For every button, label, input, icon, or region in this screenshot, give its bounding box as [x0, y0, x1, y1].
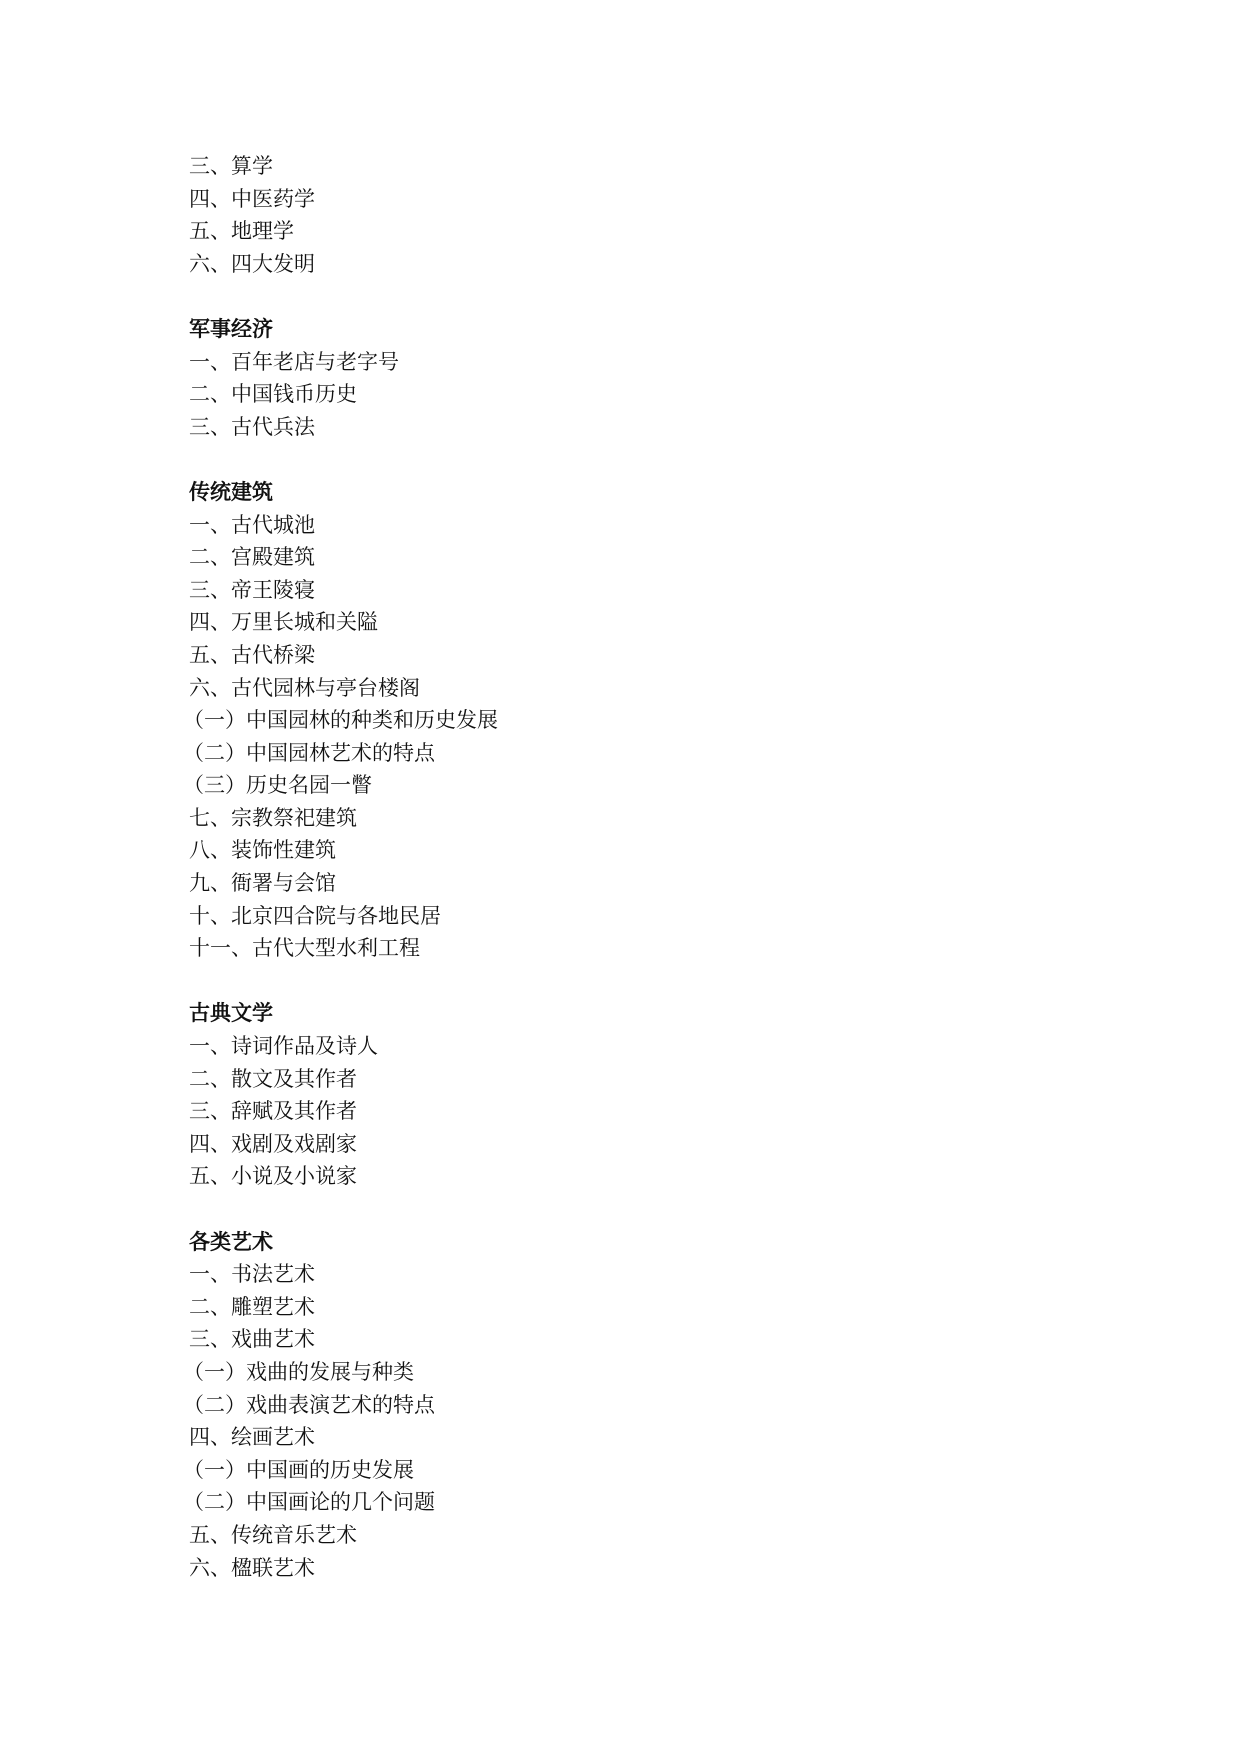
section-spacer: [189, 965, 1089, 998]
list-item: 八、装饰性建筑: [189, 838, 336, 863]
sub-list-item: （三）历史名园一瞥: [183, 773, 372, 798]
list-item: 四、中医药学: [189, 186, 315, 211]
section-spacer: [189, 280, 1089, 313]
list-item: 一、书法艺术: [189, 1262, 315, 1287]
sub-list-item: （一）戏曲的发展与种类: [183, 1359, 414, 1384]
list-item: 五、传统音乐艺术: [189, 1522, 357, 1547]
list-item: 十、北京四合院与各地民居: [189, 903, 441, 928]
sub-list-item: （一）中国画的历史发展: [183, 1457, 414, 1482]
sub-list-item: （二）戏曲表演艺术的特点: [183, 1392, 435, 1417]
section-arts: [183, 1226, 1089, 1585]
sub-list-item: （一）中国园林的种类和历史发展: [183, 708, 498, 733]
section-spacer: [189, 1193, 1089, 1226]
list-item: 三、戏曲艺术: [189, 1327, 315, 1352]
list-item: 一、百年老店与老字号: [189, 349, 399, 374]
list-item: 一、诗词作品及诗人: [189, 1034, 378, 1059]
section-traditional-architecture: [183, 476, 1089, 965]
section-heading: 军事经济: [189, 316, 273, 341]
list-item: 二、宫殿建筑: [189, 545, 315, 570]
list-item: 七、宗教祭祀建筑: [189, 805, 357, 830]
sub-list-item: （二）中国画论的几个问题: [183, 1490, 435, 1515]
list-item: 九、衙署与会馆: [189, 871, 336, 896]
list-item: 六、古代园林与亭台楼阁: [189, 675, 420, 700]
section-heading: 各类艺术: [189, 1229, 273, 1254]
list-item: 四、绘画艺术: [189, 1425, 315, 1450]
list-item: 一、古代城池: [189, 512, 315, 537]
list-item: 三、古代兵法: [189, 414, 315, 439]
list-item: 四、戏剧及戏剧家: [189, 1131, 357, 1156]
intro-list: [189, 150, 1089, 280]
list-item: 五、小说及小说家: [189, 1164, 357, 1189]
list-item: 六、四大发明: [189, 251, 315, 276]
list-item: 二、中国钱币历史: [189, 382, 357, 407]
list-item: 二、雕塑艺术: [189, 1294, 315, 1319]
list-item: 三、帝王陵寝: [189, 577, 315, 602]
section-military-economy: [189, 313, 1089, 443]
sub-list-item: （二）中国园林艺术的特点: [183, 740, 435, 765]
list-item: 二、散文及其作者: [189, 1066, 357, 1091]
list-item: 三、辞赋及其作者: [189, 1099, 357, 1124]
list-item: 五、古代桥梁: [189, 642, 315, 667]
section-heading: 传统建筑: [189, 479, 273, 504]
section-classical-literature: [189, 997, 1089, 1193]
list-item: 三、算学: [189, 154, 273, 178]
list-item: 六、楹联艺术: [189, 1555, 315, 1580]
list-item: 四、万里长城和关隘: [189, 610, 378, 635]
list-item: 十一、古代大型水利工程: [189, 936, 420, 961]
section-heading: 古典文学: [189, 1001, 273, 1026]
section-spacer: [189, 443, 1089, 476]
list-item: 五、地理学: [189, 219, 294, 244]
outline-content: [183, 150, 1089, 1584]
